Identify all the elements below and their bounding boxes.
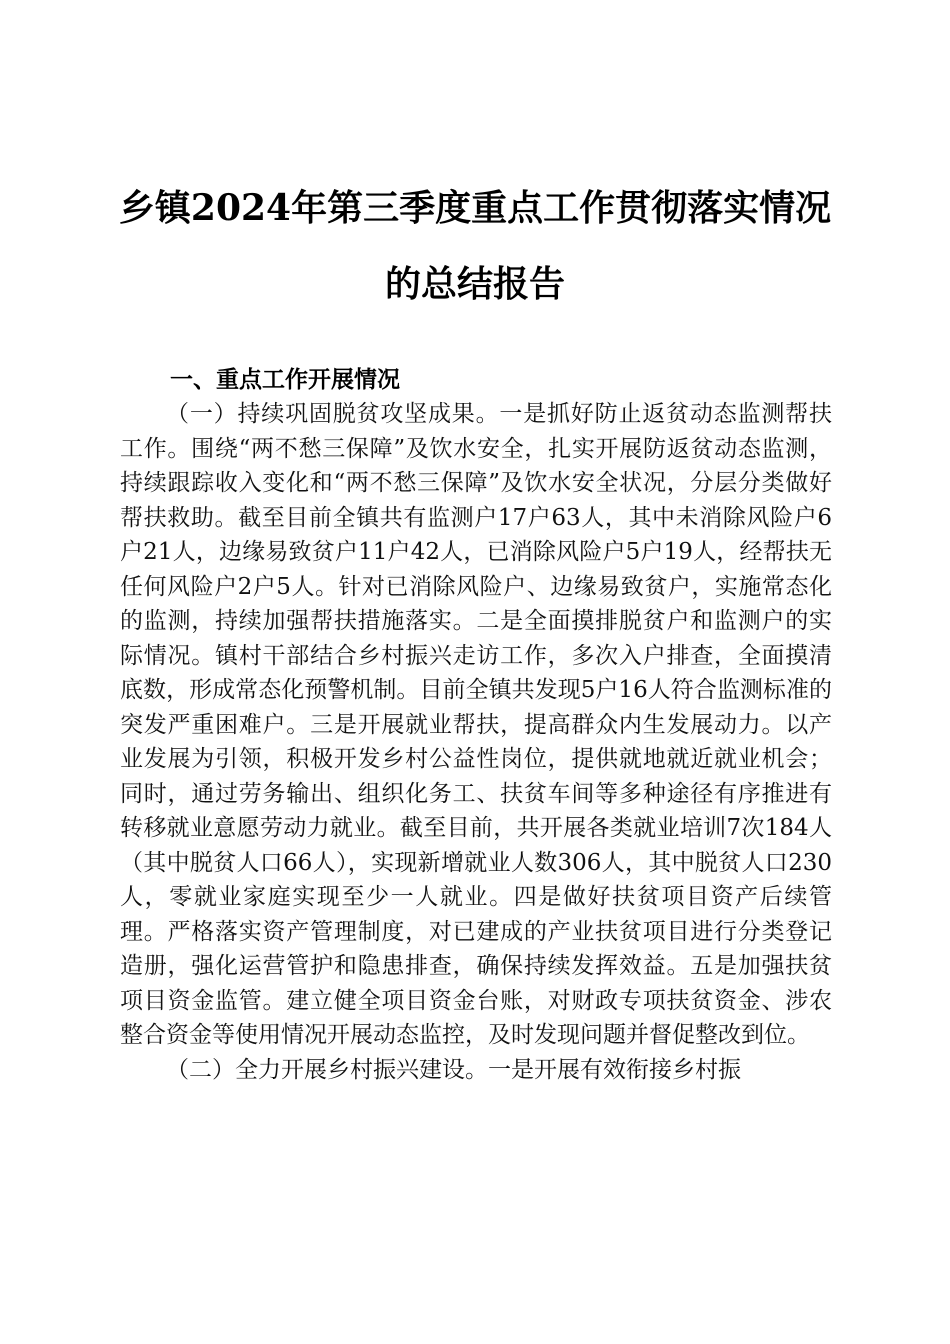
body-text — [120, 397, 832, 1087]
title-line-2: 的总结报告 — [384, 263, 565, 305]
title-line-1: 乡镇2024年第三季度重点工作贯彻落实情况 — [118, 187, 832, 229]
section-heading: 一、重点工作开展情况 — [170, 367, 400, 393]
paragraph-2: （二）全力开展乡村振兴建设。一是开展有效衔接乡村振 — [166, 1056, 741, 1083]
paragraph-1: （一）持续巩固脱贫攻坚成果。一是抓好防止返贫动态监测帮扶工作。围绕“两不愁三保障”及饮水安全，扎实开展防返贫动态监测，持续跟踪收入变化和“两不愁三保障”及饮水安全状况，分层分类做好帮扶救助。截至目前全镇共有监测户17户63人，其中未消除风险户6户21人，边缘易致贫户11户42人，已消除风险户5户19人，经帮扶无任何风险户2户5人。针对已消除风险户、边缘易致贫户，实施常态化的监测，持续加强帮扶措施落实。二是全面摸排脱贫户和监测户的实际情况。镇村干部结合乡村振兴走访工作，多次入户排查，全面摸清底数，形成常态化预警机制。目前全镇共发现5户16人符合监测标准的突发严重困难户。三是开展就业帮扶，提高群众内生发展动力。以产业发展为引领，积极开发乡村公益性岗位，提供就地就近就业机会；同时，通过劳务输出、组织化务工、扶贫车间等多种途径有序推进有转移就业意愿劳动力就业。截至目前，共开展各类就业培训7次184人（其中脱贫人口66人），实现新增就业人数306人，其中脱贫人口230人，零就业家庭实现至少一人就业。四是做好扶贫项目资产后续管理。严格落实资产管理制度，对已建成的产业扶贫项目进行分类登记造册，强化运营管护和隐患排查，确保持续发挥效益。五是加强扶贫项目资金监管。建立健全项目资金台账，对财政专项扶贫资金、涉农整合资金等使用情况开展动态监控，及时发现问题并督促整改到位。 — [120, 401, 832, 1048]
document-title — [118, 170, 832, 322]
